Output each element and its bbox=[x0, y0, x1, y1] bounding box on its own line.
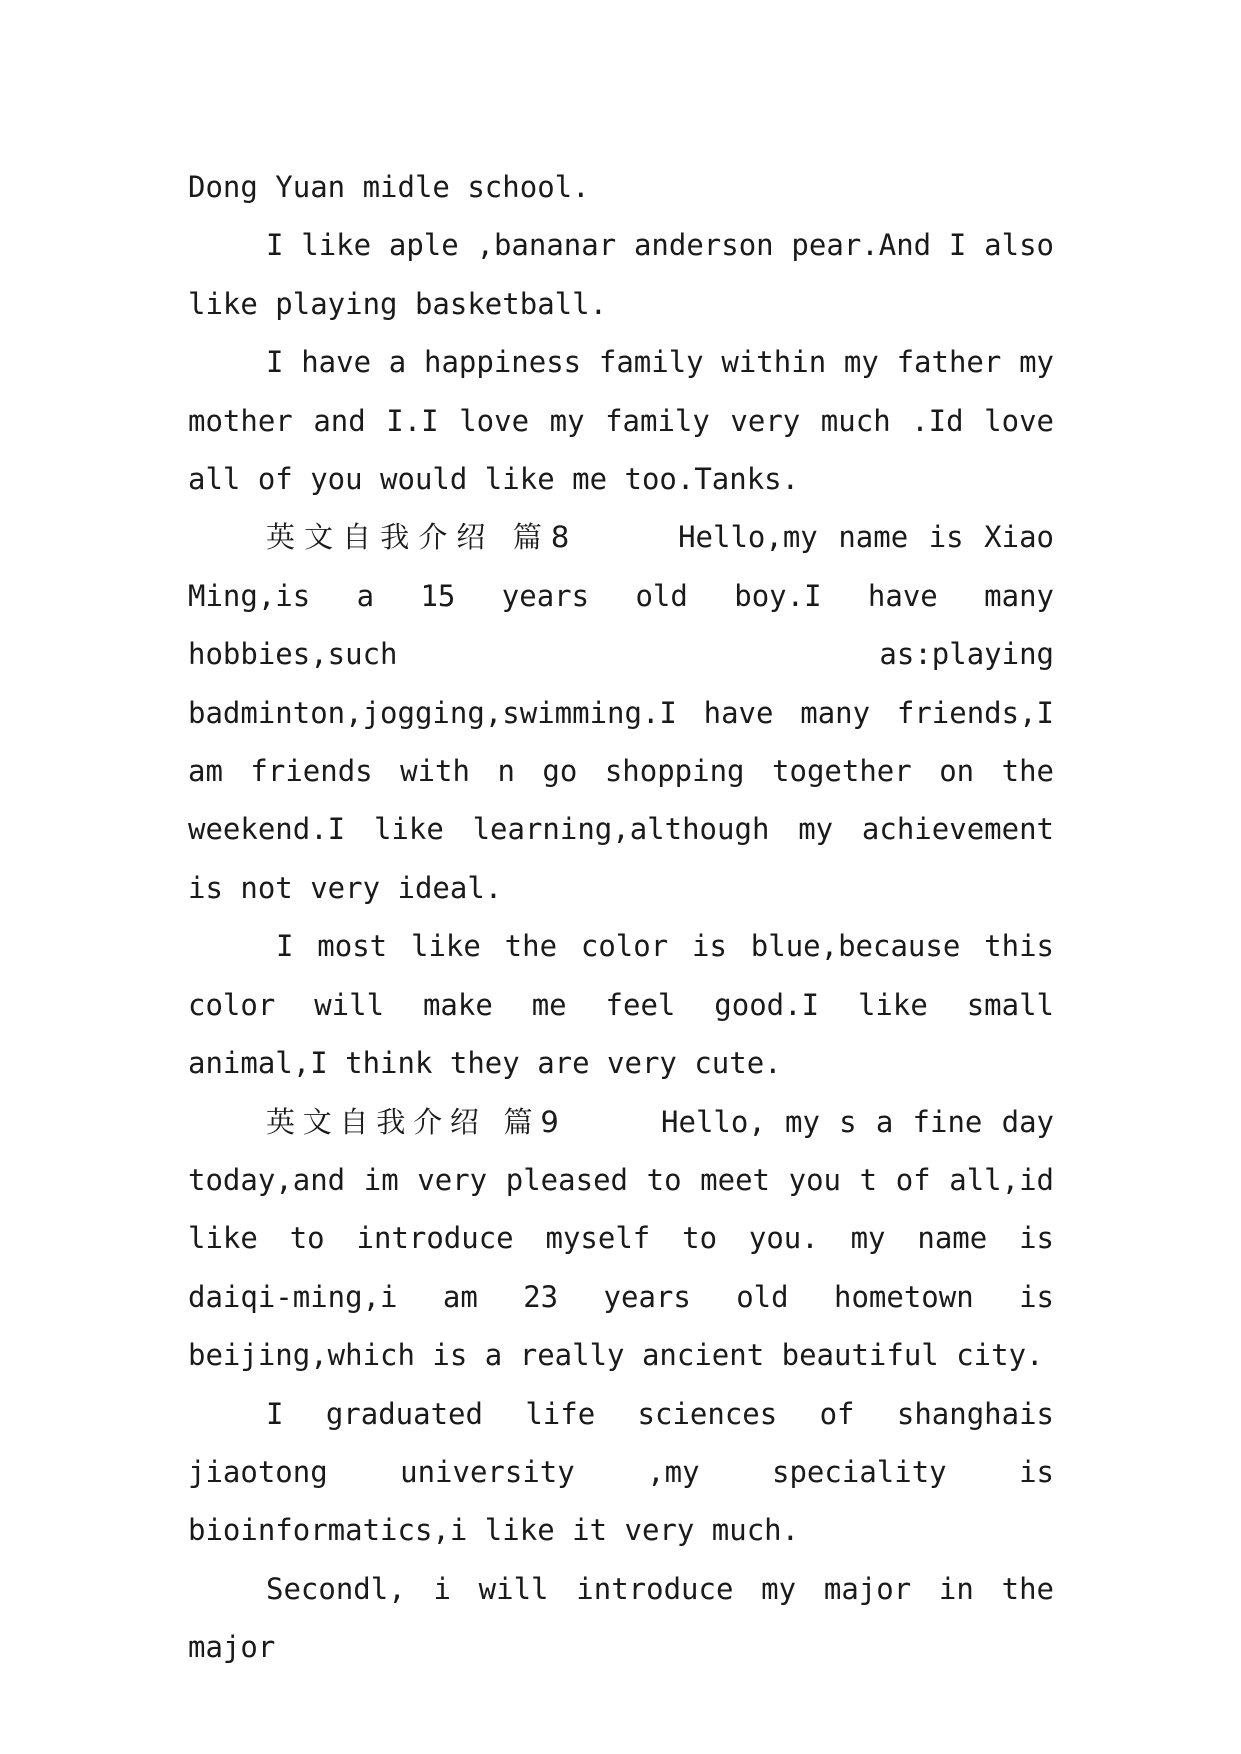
paragraph-section-8 bbox=[188, 508, 1054, 917]
paragraph-family bbox=[188, 333, 1054, 508]
paragraph-text: Secondl, i will introduce my major in the major bbox=[188, 1571, 1054, 1665]
section-heading: 英文自我介绍 篇8 bbox=[266, 520, 576, 555]
paragraph-text: I most like the color is blue,because this color will make me feel good.I like small animal,I think they are very cute. bbox=[188, 929, 1054, 1081]
paragraph-likes bbox=[188, 216, 1054, 333]
paragraph-color bbox=[188, 917, 1054, 1092]
paragraph-major bbox=[188, 1560, 1054, 1677]
paragraph-graduated bbox=[188, 1385, 1054, 1560]
paragraph-text: I like aple ,bananar anderson pear.And I also like playing basketball. bbox=[188, 228, 1054, 321]
paragraph-text: I graduated life sciences of shanghais jiaotong university ,my speciality is bioinformatics,i like it very much. bbox=[188, 1396, 1054, 1548]
paragraph-text: Dong Yuan midle school. bbox=[188, 170, 590, 204]
paragraph-text: I have a happiness family within my father my mother and I.I love my family very much .Id love all of you would like me too.Tanks. bbox=[188, 345, 1054, 497]
paragraph-school bbox=[188, 158, 1054, 216]
paragraph-text: Hello,my name is Xiao Ming,is a 15 years old boy.I have many hobbies,such as:playing badminton,jogging,swimming.I have many friends,I am friends with n go shopping together on the weekend.I like learning,although my achievement is not very ideal. bbox=[188, 520, 1054, 905]
body-text bbox=[188, 158, 1054, 1677]
paragraph-text: Hello, my s a fine day today,and im very pleased to meet you t of all,id like to introduce myself to you. my name is daiqi-ming,i am 23 years old hometown is beijing,which is a really ancient beautiful city. bbox=[188, 1104, 1055, 1373]
section-heading: 英文自我介绍 篇9 bbox=[266, 1104, 565, 1139]
paragraph-section-9 bbox=[188, 1093, 1054, 1385]
